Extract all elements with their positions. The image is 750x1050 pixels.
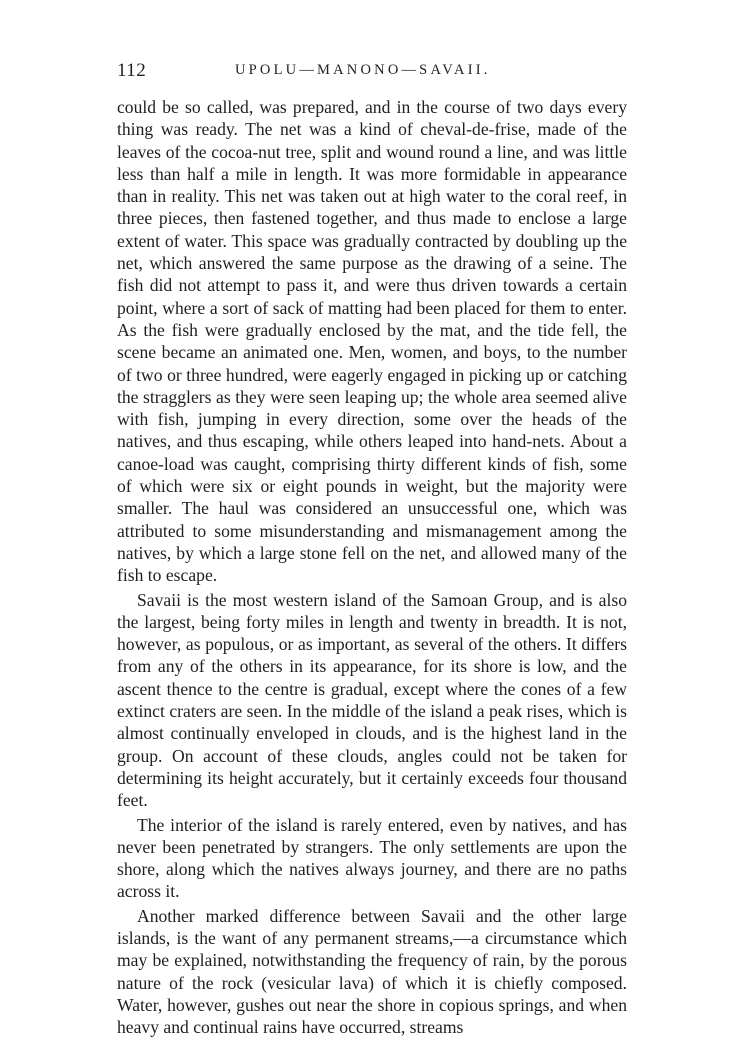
paragraph-interior: The interior of the island is rarely entered, even by natives, and has never been penetrated by strangers. The only settlements are upon the shore, along which the natives always journey, and there are no paths across it. bbox=[117, 814, 627, 902]
paragraph-savaii-description: Savaii is the most western island of the Samoan Group, and is also the largest, being forty miles in length and twenty in breadth. It is not, however, as populous, or as important, as several of the others. It differs from any of the others in its appearance, for its shore is low, and the ascent thence to the centre is gradual, except where the cones of a few extinct craters are seen. In the middle of the island a peak rises, which is almost continually enveloped in clouds, and is the highest land in the group. On account of these clouds, angles could not be taken for determining its height accurately, but it certainly exceeds four thousand feet. bbox=[117, 589, 627, 811]
running-head bbox=[117, 60, 627, 88]
running-title: UPOLU—MANONO—SAVAII. bbox=[235, 62, 491, 78]
body-text bbox=[117, 96, 627, 1038]
paragraph-fishing-net: could be so called, was prepared, and in the course of two days every thing was ready. The net was a kind of cheval-de-frise, made of the leaves of the cocoa-nut tree, split and wound round a line, and was little less than half a mile in length. It was more formidable in appearance than in reality. This net was taken out at high water to the coral reef, in three pieces, then fastened together, and thus made to enclose a large extent of water. This space was gradually contracted by doubling up the net, which answered the same purpose as the drawing of a seine. The fish did not attempt to pass it, and were thus driven towards a certain point, where a sort of sack of matting had been placed for them to enter. As the fish were gradually enclosed by the mat, and the tide fell, the scene became an animated one. Men, women, and boys, to the number of two or three hundred, were eagerly engaged in picking up or catching the stragglers as they were seen leaping up; the whole area seemed alive with fish, jumping in every direction, some over the heads of the natives, and thus escaping, while others leaped into hand-nets. About a canoe-load was caught, comprising thirty different kinds of fish, some of which were six or eight pounds in weight, but the majority were smaller. The haul was considered an unsuccessful one, which was attributed to some misunderstanding and mismanagement among the natives, by which a large stone fell on the net, and allowed many of the fish to escape. bbox=[117, 97, 627, 586]
page-number: 112 bbox=[117, 60, 147, 81]
paragraph-streams: Another marked difference between Savaii and the other large islands, is the want of any permanent streams,—a circumstance which may be explained, notwithstanding the frequency of rain, by the porous nature of the rock (vesicular lava) of which it is chiefly composed. Water, however, gushes out near the shore in copious springs, and when heavy and continual rains have occurred, streams bbox=[117, 905, 627, 1038]
